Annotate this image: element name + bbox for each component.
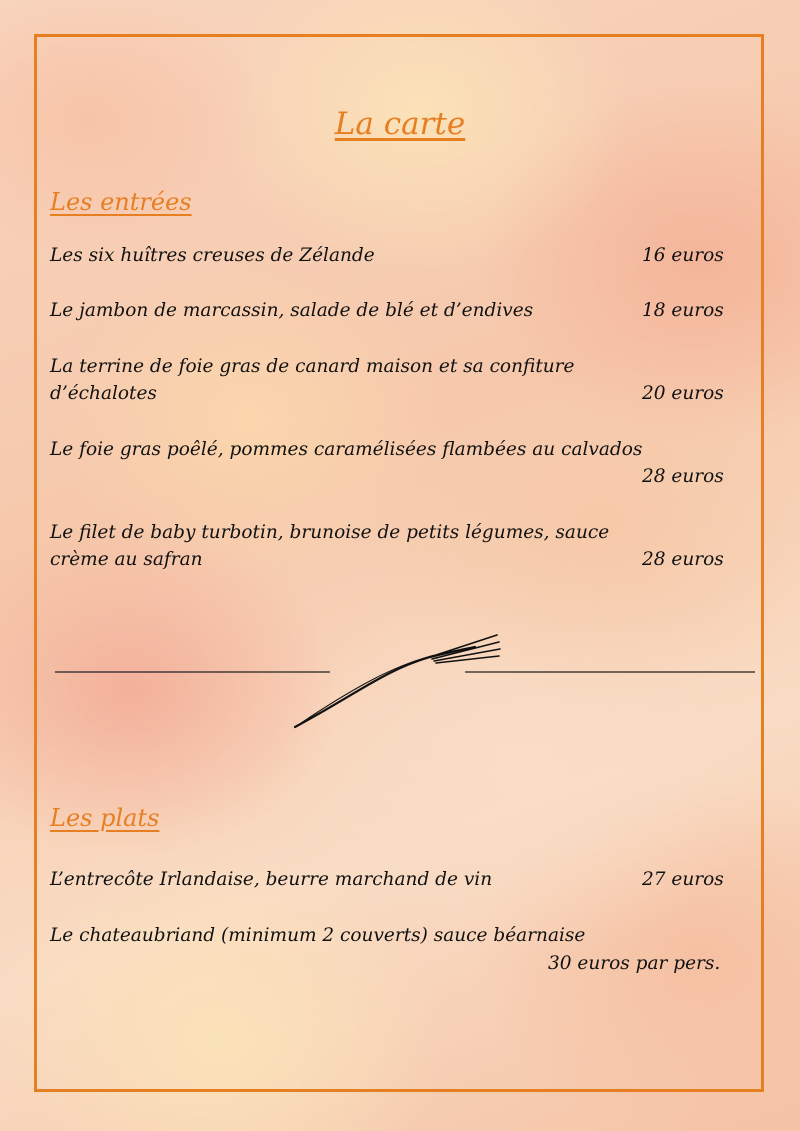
entree-3-price: 20 euros bbox=[642, 383, 724, 404]
entree-3-line-2: d’échalotes bbox=[50, 383, 157, 404]
fork-divider bbox=[55, 625, 755, 735]
fork-icon bbox=[295, 635, 500, 727]
plat-1-line-1: L’entrecôte Irlandaise, beurre marchand de vin bbox=[50, 869, 493, 890]
entree-2-price: 18 euros bbox=[642, 300, 724, 321]
plat-2-price: 30 euros par pers. bbox=[548, 953, 721, 974]
entree-3-line-1: La terrine de foie gras de canard maison et sa confiture bbox=[50, 356, 575, 377]
plat-2-line-1: Le chateaubriand (minimum 2 couverts) sauce béarnaise bbox=[50, 925, 586, 946]
entree-4-line-1: Le foie gras poêlé, pommes caramélisées flambées au calvados bbox=[50, 439, 643, 460]
entree-1-line-1: Les six huîtres creuses de Zélande bbox=[50, 245, 375, 266]
entree-5-line-2: crème au safran bbox=[50, 549, 203, 570]
entree-5-price: 28 euros bbox=[642, 549, 724, 570]
menu-title: La carte bbox=[334, 106, 466, 142]
entree-2-line-1: Le jambon de marcassin, salade de blé et d’endives bbox=[50, 300, 534, 321]
section-heading-plats: Les plats bbox=[50, 804, 160, 832]
entree-5-line-1: Le filet de baby turbotin, brunoise de petits légumes, sauce bbox=[50, 522, 610, 543]
entree-1-price: 16 euros bbox=[642, 245, 724, 266]
entree-4-price: 28 euros bbox=[642, 466, 724, 487]
section-heading-entrees: Les entrées bbox=[50, 188, 192, 216]
plat-1-price: 27 euros bbox=[642, 869, 724, 890]
